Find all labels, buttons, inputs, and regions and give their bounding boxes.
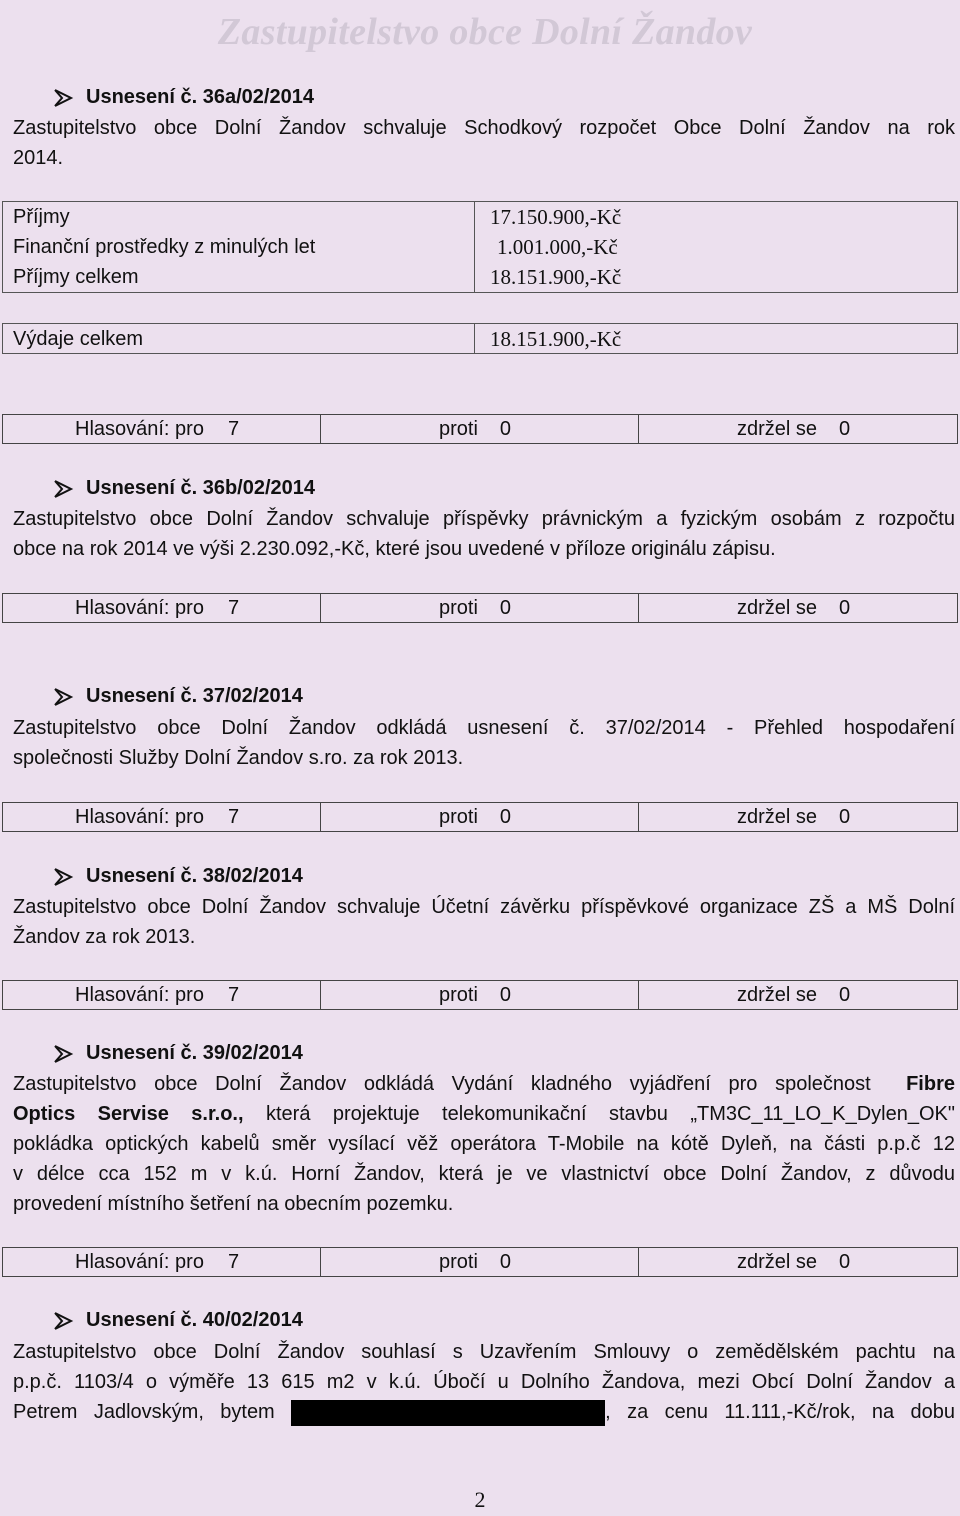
vote-pro-cell — [3, 803, 321, 831]
resolution-37-title — [86, 685, 303, 708]
budget-label-income-total: Příjmy celkem — [13, 266, 139, 288]
resolution-title-text: Usnesení č. 40/02/2014 — [86, 1309, 303, 1331]
vote-zdrzel-cell — [639, 1248, 957, 1276]
arrow-bullet-icon — [52, 87, 74, 109]
vote-zdrzel-label: zdržel se — [737, 1250, 818, 1273]
resolution-title-text: Usnesení č. 36a/02/2014 — [86, 86, 314, 108]
vote-proti-cell — [321, 594, 639, 622]
vote-proti-value: 0 — [499, 417, 512, 440]
vote-zdrzel-value: 0 — [839, 1250, 851, 1273]
vote-pro-cell — [3, 415, 321, 443]
paragraph-line: Zastupitelstvo obce Dolní Žandov schvaluje Účetní závěrku příspěvkové organizace ZŠ a MŠ Dolní — [13, 896, 955, 918]
resolution-37-text — [13, 713, 955, 773]
resolution-36b-title — [86, 477, 315, 500]
resolution-38-title — [86, 865, 303, 888]
paragraph-line: p.p.č. 1103/4 o výměře 13 615 m2 v k.ú. Úbočí u Dolního Žandova, mezi Obcí Dolní Žandov a — [13, 1371, 955, 1393]
resolution-36a-text — [13, 113, 955, 173]
resolution-39-text — [13, 1069, 955, 1219]
paragraph-line: obce na rok 2014 ve výši 2.230.092,-Kč, které jsou uvedené v příloze originálu zápisu. — [13, 538, 776, 560]
vote-zdrzel-label: zdržel se — [737, 596, 818, 619]
resolution-title-text: Usnesení č. 37/02/2014 — [86, 685, 303, 707]
arrow-bullet-icon — [52, 866, 74, 888]
vote-pro-label: Hlasování: pro — [75, 1250, 204, 1273]
document-header-title: Zastupitelstvo obce Dolní Žandov — [217, 11, 753, 53]
redacted-address-block — [291, 1400, 605, 1426]
budget-value-income-total: 18.151.900,-Kč — [490, 265, 622, 289]
vote-zdrzel-cell — [639, 981, 957, 1009]
paragraph-line: provedení místního šetření na obecním pozemku. — [13, 1193, 454, 1215]
vote-pro-label: Hlasování: pro — [75, 417, 204, 440]
paragraph-line: Zastupitelstvo obce Dolní Žandov souhlasí s Uzavřením Smlouvy o zemědělském pachtu na — [13, 1341, 955, 1363]
paragraph-line: v délce cca 152 m v k.ú. Horní Žandov, která je ve vlastnictví obce Dolní Žandov, z důvodu — [13, 1163, 955, 1185]
resolution-39-title — [86, 1042, 303, 1065]
vote-zdrzel-label: zdržel se — [737, 983, 818, 1006]
vote-zdrzel-value: 0 — [839, 983, 851, 1006]
vote-pro-value: 7 — [227, 417, 240, 440]
vote-proti-label: proti — [439, 1250, 478, 1273]
vote-zdrzel-value: 0 — [839, 805, 851, 828]
paragraph-line: pokládka optických kabelů směr vysílací věž operátora T-Mobile na kótě Dyleň, na části p.p.č 12 — [13, 1133, 955, 1155]
resolution-title-text: Usnesení č. 36b/02/2014 — [86, 477, 316, 499]
vote-proti-value: 0 — [499, 596, 512, 619]
vote-pro-label: Hlasování: pro — [75, 805, 204, 828]
budget-value-previous-years: 1.001.000,-Kč — [497, 235, 618, 259]
arrow-bullet-icon — [52, 686, 74, 708]
vote-proti-cell — [321, 415, 639, 443]
vote-proti-value: 0 — [499, 1250, 512, 1273]
vote-pro-value: 7 — [227, 1250, 240, 1273]
vote-proti-cell — [321, 803, 639, 831]
paragraph-line: Zastupitelstvo obce Dolní Žandov odkládá usnesení č. 37/02/2014 - Přehled hospodaření — [13, 717, 955, 739]
arrow-bullet-icon — [52, 1043, 74, 1065]
paragraph-line: Žandov za rok 2013. — [13, 926, 196, 948]
paragraph-line: Zastupitelstvo obce Dolní Žandov schvaluje příspěvky právnickým a fyzickým osobám z rozpočtu — [13, 508, 955, 530]
vote-proti-label: proti — [439, 805, 478, 828]
vote-table — [2, 980, 958, 1010]
paragraph-line: 2014. — [13, 147, 64, 169]
paragraph-line: Zastupitelstvo obce Dolní Žandov schvaluje Schodkový rozpočet Obce Dolní Žandov na rok — [13, 117, 955, 139]
paragraph-line-text: Zastupitelstvo obce Dolní Žandov odkládá Vydání kladného vyjádření pro společnost — [13, 1073, 871, 1095]
vote-zdrzel-value: 0 — [839, 417, 851, 440]
paragraph-line-text: , za cenu 11.111,-Kč/rok, na dobu — [605, 1401, 955, 1423]
vote-zdrzel-value: 0 — [839, 596, 851, 619]
vote-zdrzel-cell — [639, 594, 957, 622]
page-number: 2 — [474, 1487, 486, 1512]
company-name-part: Optics Servise s.r.o., — [13, 1103, 244, 1125]
vote-pro-cell — [3, 1248, 321, 1276]
resolution-40-title — [86, 1309, 303, 1332]
vote-proti-label: proti — [439, 417, 478, 440]
arrow-bullet-icon — [52, 478, 74, 500]
resolution-title-text: Usnesení č. 39/02/2014 — [86, 1042, 303, 1064]
resolution-36b-text — [13, 504, 955, 564]
vote-zdrzel-cell — [639, 803, 957, 831]
vote-table — [2, 1247, 958, 1277]
budget-expense-box — [2, 323, 958, 354]
resolution-title-text: Usnesení č. 38/02/2014 — [86, 865, 303, 887]
company-name-part: Fibre — [906, 1073, 955, 1095]
vote-proti-cell — [321, 1248, 639, 1276]
vote-pro-cell — [3, 594, 321, 622]
vote-table — [2, 593, 958, 623]
paragraph-line — [13, 1099, 955, 1129]
vote-pro-label: Hlasování: pro — [75, 983, 204, 1006]
budget-label-expense-total: Výdaje celkem — [13, 328, 144, 350]
budget-value-income: 17.150.900,-Kč — [490, 205, 622, 229]
vote-proti-label: proti — [439, 596, 478, 619]
vote-table — [2, 414, 958, 444]
vote-proti-value: 0 — [499, 983, 512, 1006]
vote-zdrzel-label: zdržel se — [737, 805, 818, 828]
paragraph-line: společnosti Služby Dolní Žandov s.ro. za rok 2013. — [13, 747, 464, 769]
vote-zdrzel-cell — [639, 415, 957, 443]
vote-pro-value: 7 — [227, 983, 240, 1006]
vote-pro-value: 7 — [227, 805, 240, 828]
budget-label-previous-years: Finanční prostředky z minulých let — [13, 236, 316, 258]
vote-proti-label: proti — [439, 983, 478, 1006]
budget-label-income: Příjmy — [13, 206, 70, 228]
vote-proti-value: 0 — [499, 805, 512, 828]
paragraph-line-text: Petrem Jadlovským, bytem — [13, 1401, 275, 1423]
resolution-40-text — [13, 1337, 955, 1427]
resolution-38-text — [13, 892, 955, 952]
paragraph-line — [13, 1397, 955, 1427]
budget-value-expense-total: 18.151.900,-Kč — [490, 327, 622, 351]
vote-zdrzel-label: zdržel se — [737, 417, 818, 440]
vote-proti-cell — [321, 981, 639, 1009]
vote-pro-label: Hlasování: pro — [75, 596, 204, 619]
arrow-bullet-icon — [52, 1310, 74, 1332]
vote-pro-cell — [3, 981, 321, 1009]
resolution-36a-title — [86, 86, 314, 109]
paragraph-line — [13, 1069, 955, 1099]
vote-table — [2, 802, 958, 832]
vote-pro-value: 7 — [227, 596, 240, 619]
paragraph-line-text: která projektuje telekomunikační stavbu „TM3C_11_LO_K_Dylen_OK" — [265, 1103, 955, 1125]
